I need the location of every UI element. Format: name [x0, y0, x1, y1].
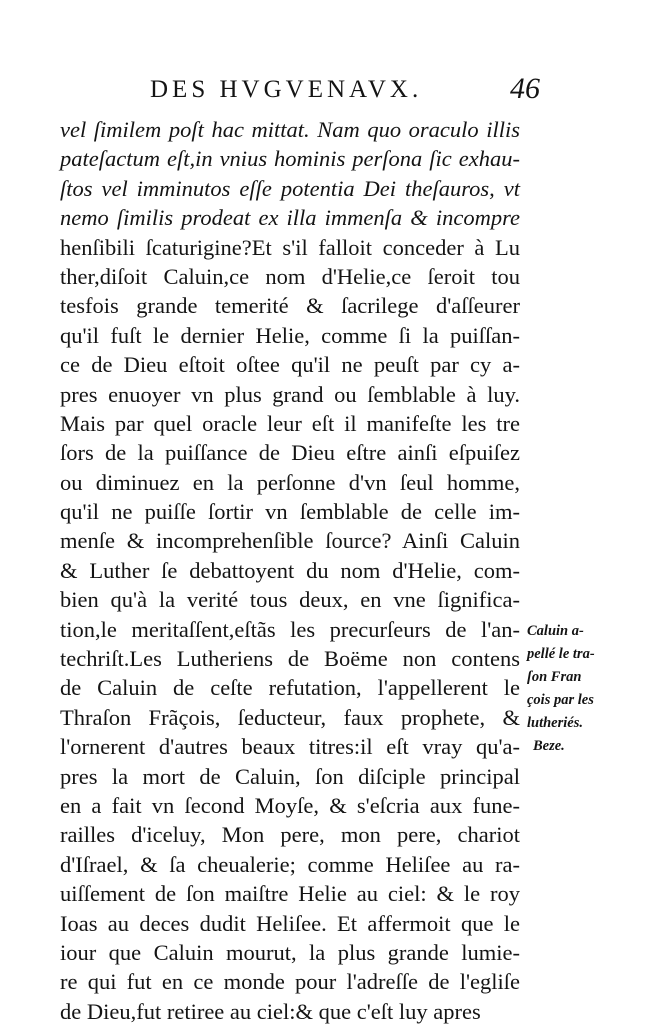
- text-line: Thraſon Frãçois, ſeducteur, faux prophete, &: [60, 704, 520, 730]
- text-line: qu'il fuſt le dernier Helie, comme ſi la puiſſan-: [60, 322, 520, 348]
- text-line: ſors de la puiſſance de Dieu eſtre ainſi eſpuiſez: [60, 440, 520, 466]
- text-line: re qui fut en ce monde pour l'adreſſe de l'egliſe: [60, 969, 520, 995]
- text-line: bien qu'à la verité tous deux, en vne ſignifica-: [60, 587, 520, 613]
- text-line: ou diminuez en la perſonne d'vn ſeul homme,: [60, 469, 520, 495]
- marginal-note-line: çois par les: [527, 692, 594, 708]
- text-line: tesfois grande temerité & ſacrilege d'aſſeurer: [60, 293, 520, 319]
- text-line: d'Iſrael, & ſa cheualerie; comme Heliſee au ra-: [60, 851, 520, 877]
- text-line: qu'il ne puiſſe ſortir vn ſemblable de celle im-: [60, 499, 520, 525]
- text-line: ce de Dieu eſtoit oſtee qu'il ne peuſt par cy a-: [60, 352, 520, 378]
- text-line: tion,le meritaſſent,eſtãs les precurſeurs de l'an-: [60, 616, 520, 642]
- body-text: [60, 115, 520, 1026]
- marginal-note-line: Beze.: [533, 738, 565, 754]
- text-line: nemo ſimilis prodeat ex illa immenſa & incompre: [60, 205, 520, 231]
- running-title: DES HVGVENAVX.: [150, 76, 423, 103]
- text-line: techriſt.Les Lutheriens de Boëme non contens: [60, 646, 520, 672]
- marginal-note-line: ſon Fran: [527, 669, 582, 685]
- text-line: uiſſement de ſon maiſtre Helie au ciel: & le roy: [60, 881, 520, 907]
- text-line: de Caluin de ceſte refutation, l'appellerent le: [60, 675, 520, 701]
- text-line: ther,diſoit Caluin,ce nom d'Helie,ce ſeroit tou: [60, 263, 520, 289]
- page-header: [150, 72, 540, 110]
- marginal-note-line: Caluin a-: [527, 623, 584, 639]
- text-line: pres la mort de Caluin, ſon diſciple principal: [60, 763, 520, 789]
- text-line: menſe & incomprehenſible ſource? Ainſi Caluin: [60, 528, 520, 554]
- text-line: henſibili ſcaturigine?Et s'il falloit conceder à Lu: [60, 234, 520, 260]
- text-line: Mais par quel oracle leur eſt il manifeſte les tre: [60, 410, 520, 436]
- marginal-note-line: pellé le tra-: [527, 646, 595, 662]
- text-line: pres enuoyer vn plus grand ou ſemblable à luy.: [60, 381, 520, 407]
- text-line: l'ornerent d'autres beaux titres:il eſt vray qu'a-: [60, 734, 520, 760]
- text-line: iour que Caluin mourut, la plus grande lumie-: [60, 939, 520, 965]
- text-line: ſtos vel imminutos eſſe potentia Dei theſauros, vt: [60, 175, 520, 201]
- text-line: & Luther ſe debattoyent du nom d'Helie, com-: [60, 557, 520, 583]
- marginal-note-line: lutheriés.: [527, 715, 583, 731]
- text-line: Ioas au deces dudit Heliſee. Et affermoit que le: [60, 910, 520, 936]
- text-line: vel ſimilem poſt hac mittat. Nam quo oraculo illis: [60, 117, 520, 142]
- marginal-note: [527, 620, 599, 758]
- text-line: pateſactum eſt,in vnius hominis perſona ſic exhau-: [60, 146, 520, 172]
- page-number: 46: [510, 72, 540, 105]
- text-line: en a fait vn ſecond Moyſe, & s'eſcria aux fune-: [60, 792, 520, 818]
- text-line: railles d'iceluy, Mon pere, mon pere, chariot: [60, 822, 520, 848]
- text-line: de Dieu,fut retiree au ciel:& que c'eſt luy apres: [60, 998, 481, 1024]
